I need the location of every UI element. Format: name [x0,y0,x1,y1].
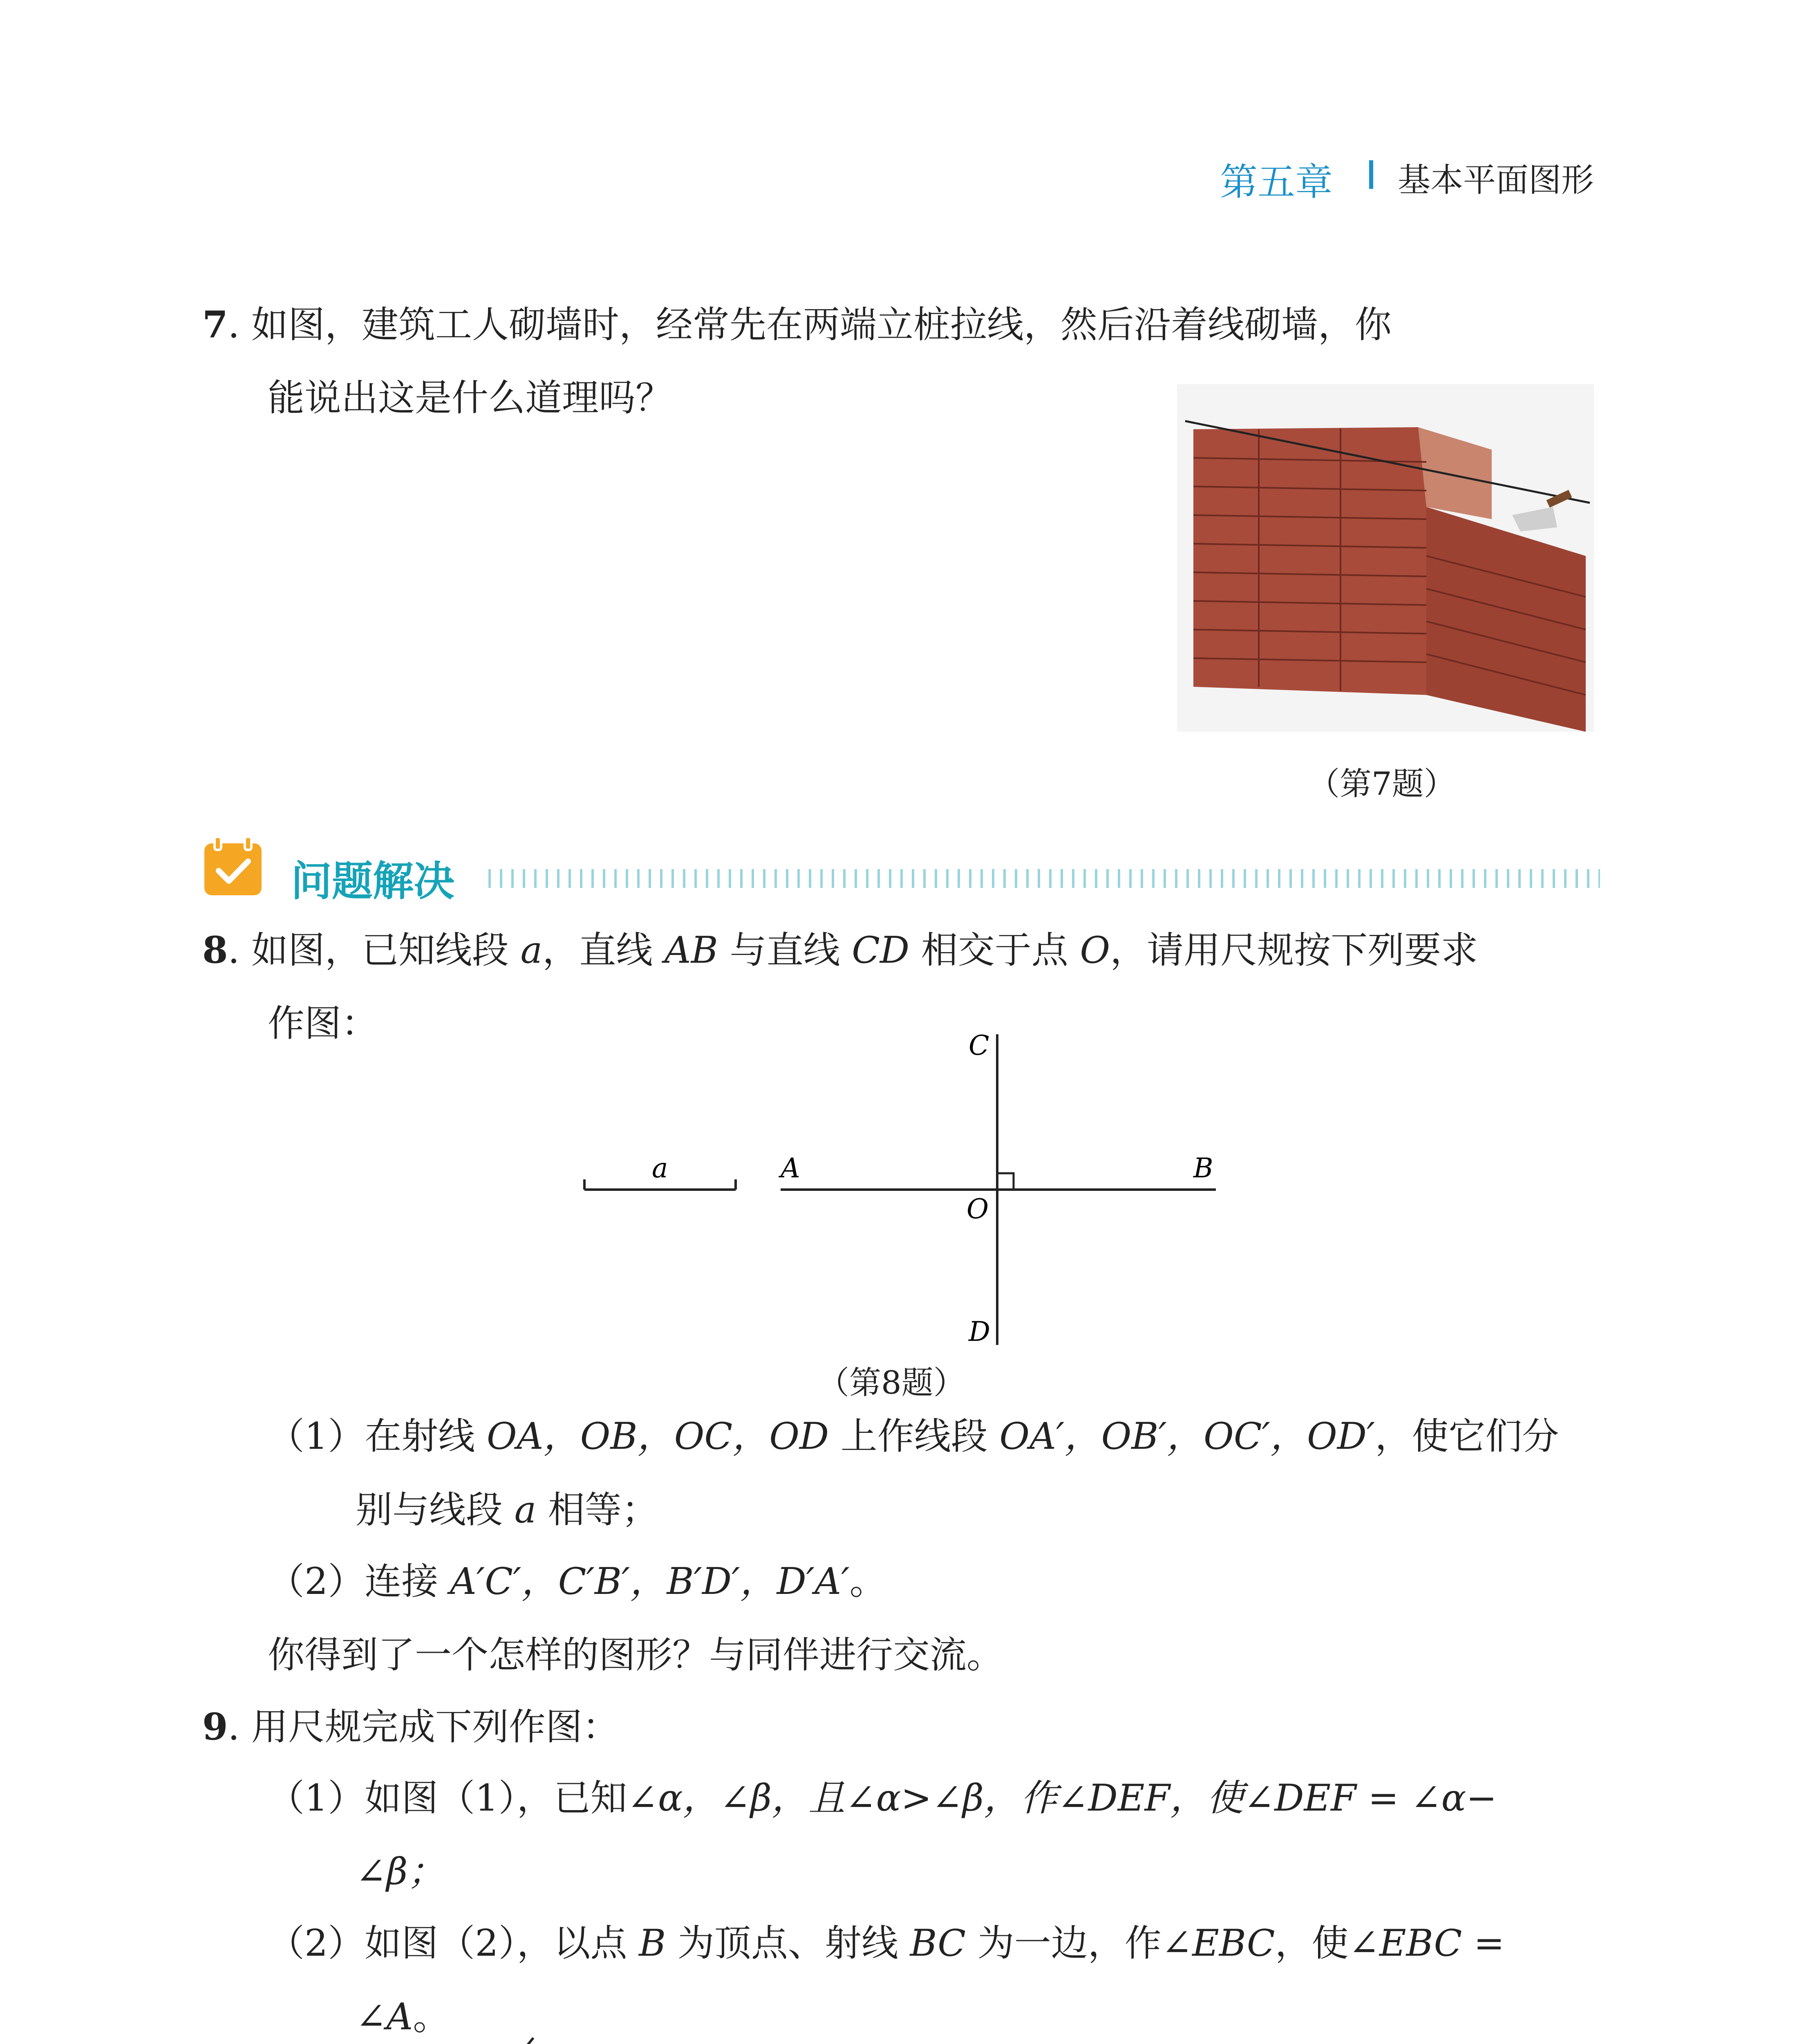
q8-sub1-line1: （1）在射线 OA，OB，OC，OD 上作线段 OA′，OB′，OC′，OD′，使它们分 [268,1415,1559,1458]
q9-line1: 9. 用尺规完成下列作图： [202,1705,619,1748]
q8-line1: 8. 如图，已知线段 a，直线 AB 与直线 CD 相交于点 O，请用尺规按下列要求 [202,928,1478,972]
chapter-title: 基本平面图形 [1398,162,1594,198]
label-C: C [969,1030,989,1061]
q9-sub1-line2: ∠β； [356,1850,445,1893]
q7-text-1: 如图，建筑工人砌墙时，经常先在两端立桩拉线，然后沿着线砌墙，你 [251,303,1392,346]
label-B: B [1193,1152,1213,1184]
section-dotted-rule [488,869,1600,888]
calendar-check-icon [202,836,264,897]
q7-caption: （第7题） [1308,766,1456,802]
q7-number: 7 [202,303,228,346]
q9-number: 9 [202,1705,228,1748]
label-O: O [967,1193,989,1225]
q9-sub2-line2: ∠A。 [356,1995,450,2038]
q8-sub2: （2）连接 A′C′，C′B′，B′D′，D′A′。 [268,1560,886,1603]
q9-sub1-line1: （1）如图（1），已知∠α，∠β，且∠α>∠β，作∠DEF，使∠DEF = ∠α− [268,1777,1497,1820]
section-title: 问题解决 [291,858,454,904]
label-A: A [781,1152,800,1184]
q8-figure [572,1022,1267,1349]
brick-wall-image [1177,384,1594,732]
q8-caption: （第8题） [817,1365,965,1401]
label-a: a [652,1152,668,1184]
label-D: D [969,1316,990,1347]
q7-line1: 7. 如图，建筑工人砌墙时，经常先在两端立桩拉线，然后沿着线砌墙，你 [202,303,1392,346]
q7-line2: 能说出这是什么道理吗？ [268,377,672,419]
q9-sub2-line1: （2）如图（2），以点 B 为顶点、射线 BC 为一边，作∠EBC，使∠EBC = [268,1922,1505,1965]
q9-figure-1 [360,2028,973,2044]
q8-question: 你得到了一个怎样的图形？与同伴进行交流。 [268,1634,1003,1676]
q8-sub1-line2: 别与线段 a 相等； [356,1488,658,1531]
header-divider [1369,160,1373,189]
q8-number: 8 [202,928,228,972]
chapter-label: 第五章 [1220,161,1333,203]
q8-line2: 作图： [268,1002,378,1045]
